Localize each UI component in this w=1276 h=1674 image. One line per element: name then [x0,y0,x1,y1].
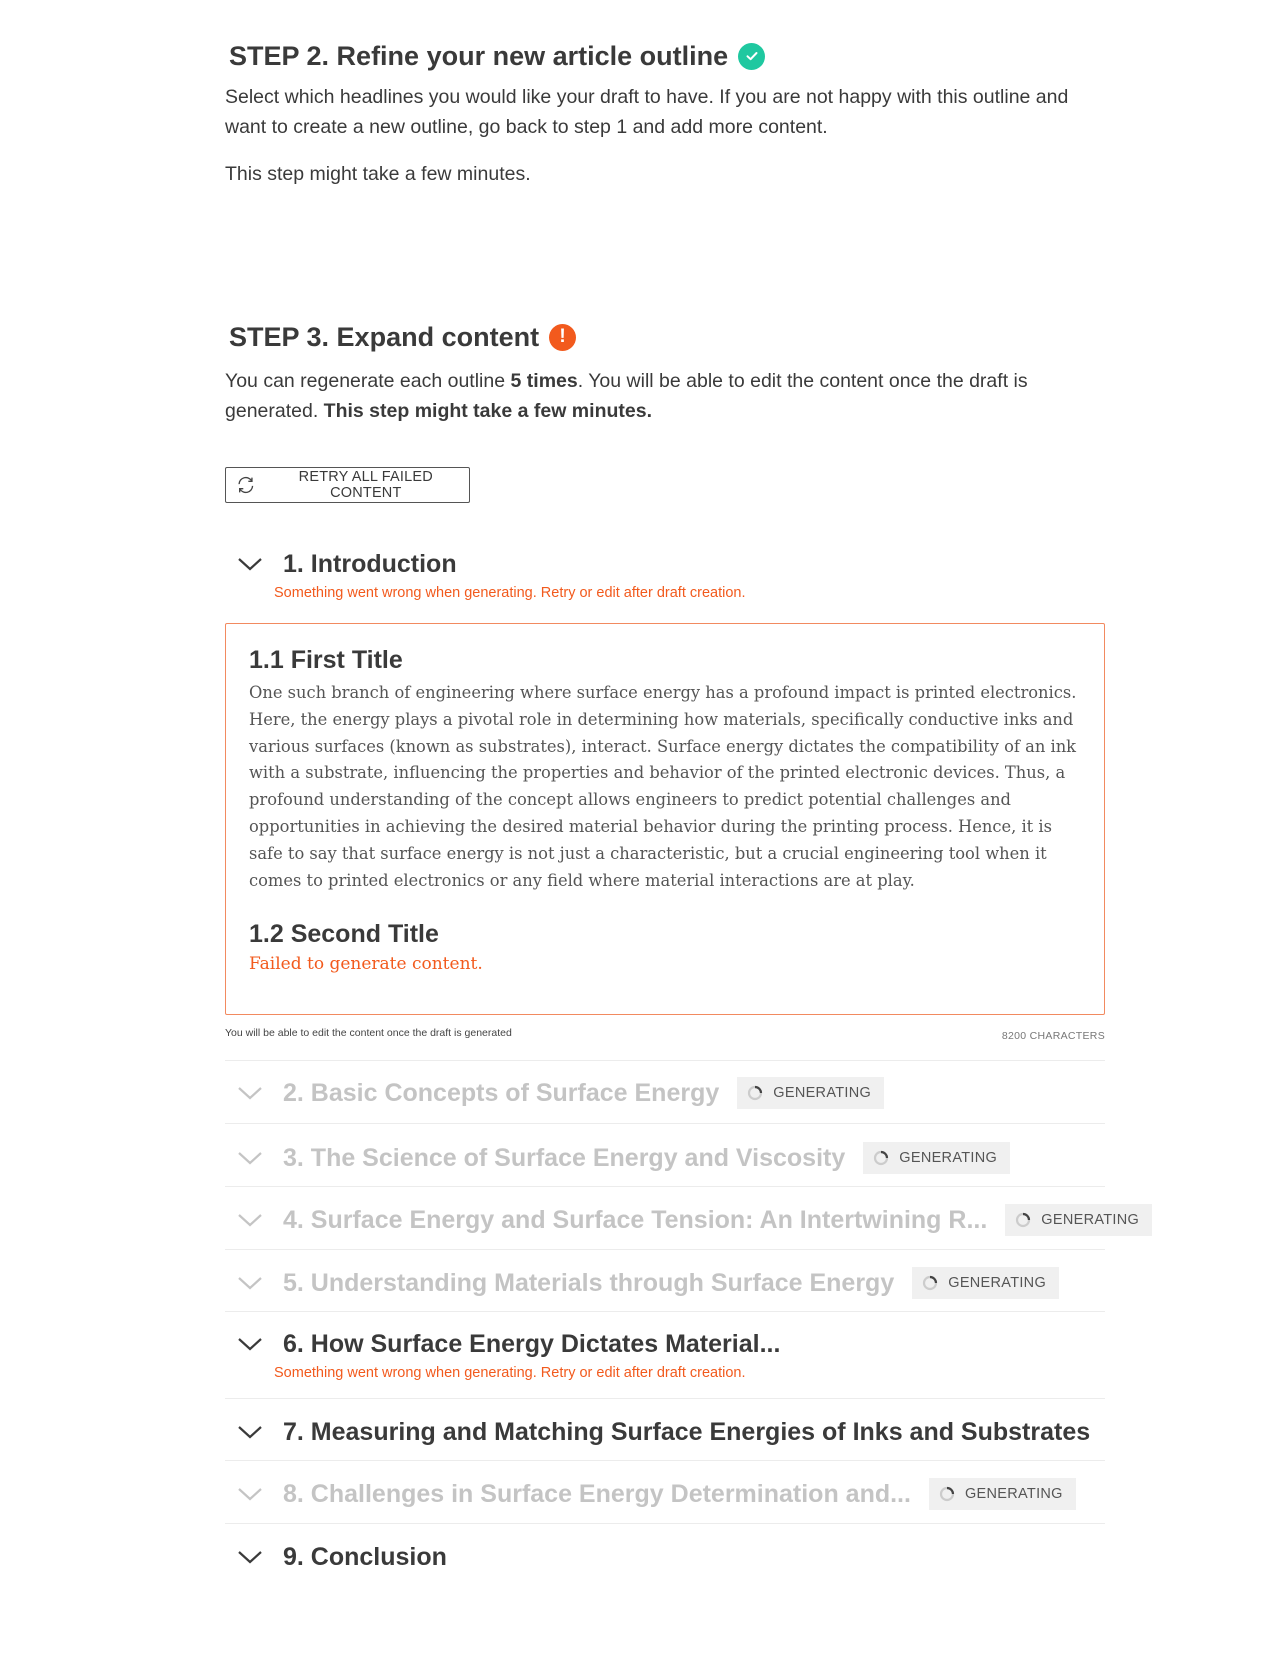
subsection-body[interactable]: One such branch of engineering where surface energy has a profound impact is printed electronics. Here, the energy plays a pivotal role in determining how materials, specifically conductive inks and various surfaces (known as substrates), interact. Surface energy dictates the compatibility of an ink with a substrate, influencing the properties and behavior of the printed electronic devices. Thus, a profound understanding of the concept allows engineers to predict potential challenges and opportunities in achieving the desired material behavior during the printing process. Hence, it is safe to say that surface energy is not just a characteristic, but a crucial engineering tool when it comes to printed electronics or any field where material interactions are at play. [249,683,1077,890]
step2-block [225,36,1105,189]
spinner-icon [747,1085,763,1101]
chevron-down-icon[interactable] [237,1424,263,1440]
divider [225,1460,1105,1461]
generating-label: GENERATING [948,1275,1047,1291]
generating-badge [912,1267,1059,1299]
step3-description [225,366,1105,426]
section-title[interactable]: 5. Understanding Materials through Surface Energy [283,1268,895,1297]
chevron-down-icon[interactable] [237,1150,263,1166]
spinner-icon [1015,1212,1031,1228]
step3-desc-bold-times: 5 times [510,370,578,392]
section-title[interactable]: 8. Challenges in Surface Energy Determination and... [283,1479,911,1508]
spinner-icon [939,1486,955,1502]
step2-heading [229,36,1105,76]
generating-label: GENERATING [773,1085,872,1101]
retry-all-failed-label: RETRY ALL FAILED CONTENT [298,469,433,501]
spinner-icon [922,1275,938,1291]
section-title[interactable]: 1. Introduction [283,549,457,578]
generating-badge [1005,1204,1152,1236]
generating-label: GENERATING [964,1486,1063,1502]
step2-note: This step might take a few minutes. [225,163,531,185]
generating-badge [863,1142,1010,1174]
chevron-down-icon[interactable] [237,1085,263,1101]
character-count: 8200 CHARACTERS [1001,1030,1105,1042]
divider [225,1060,1105,1061]
generating-badge [737,1077,884,1109]
divider [225,1311,1105,1312]
subsection-title: 1.2 Second Title [249,920,439,949]
section-error-message: Something went wrong when generating. Retry or edit after draft creation. [274,1365,746,1381]
section-title[interactable]: 4. Surface Energy and Surface Tension: An Intertwining R... [283,1205,988,1234]
generating-badge [929,1478,1076,1510]
outline-section-9 [225,1537,1105,1577]
divider [225,1398,1105,1399]
section-1-content-editor[interactable] [225,623,1105,1015]
section-title[interactable]: 3. The Science of Surface Energy and Viscosity [283,1143,846,1172]
step3-heading [229,317,1105,357]
section-title[interactable]: 9. Conclusion [283,1542,447,1571]
generating-label: GENERATING [899,1150,998,1166]
divider [225,1523,1105,1524]
chevron-down-icon[interactable] [237,1549,263,1565]
outline-section-6 [225,1324,1105,1381]
outline-section-2 [225,1073,1105,1113]
chevron-down-icon[interactable] [237,556,263,572]
step3-desc-mid: . You will be able to edit the content once the draft is generated. [225,370,1028,422]
step3-block [225,317,1105,426]
outline-section-1 [225,544,1105,601]
generating-label: GENERATING [1041,1212,1140,1228]
chevron-down-icon[interactable] [237,1486,263,1502]
section-title[interactable]: 6. How Surface Energy Dictates Material... [283,1329,781,1358]
section-title[interactable]: 2. Basic Concepts of Surface Energy [283,1078,720,1107]
step2-title: STEP 2. Refine your new article outline [229,40,729,71]
retry-all-failed-button[interactable] [225,467,470,503]
outline-section-3 [225,1138,1105,1178]
step3-title: STEP 3. Expand content [229,321,540,352]
outline-section-7 [225,1412,1105,1452]
subsection-fail-message: Failed to generate content. [249,954,483,975]
chevron-down-icon[interactable] [237,1212,263,1228]
check-circle-icon [738,43,765,70]
subsection-title: 1.1 First Title [249,646,403,674]
section-error-message: Something went wrong when generating. Retry or edit after draft creation. [274,585,746,601]
refresh-icon [235,474,257,496]
divider [225,1123,1105,1124]
chevron-down-icon[interactable] [237,1275,263,1291]
step3-desc-bold-note: This step might take a few minutes. [323,400,652,422]
step2-description: Select which headlines you would like your draft to have. If you are not happy with this outline and want to create a new outline, go back to step 1 and add more content. [225,86,1069,138]
divider [225,1186,1105,1187]
step3-desc-pre: You can regenerate each outline [225,370,511,392]
chevron-down-icon[interactable] [237,1336,263,1352]
outline-section-5 [225,1263,1105,1303]
outline-section-8 [225,1474,1105,1514]
divider [225,1249,1105,1250]
spinner-icon [873,1150,889,1166]
editor-helper-text: You will be able to edit the content once the draft is generated [225,1027,512,1039]
section-title[interactable]: 7. Measuring and Matching Surface Energies of Inks and Substrates [283,1417,1091,1446]
exclamation-circle-icon: ! [549,324,576,351]
outline-section-4 [225,1200,1140,1240]
